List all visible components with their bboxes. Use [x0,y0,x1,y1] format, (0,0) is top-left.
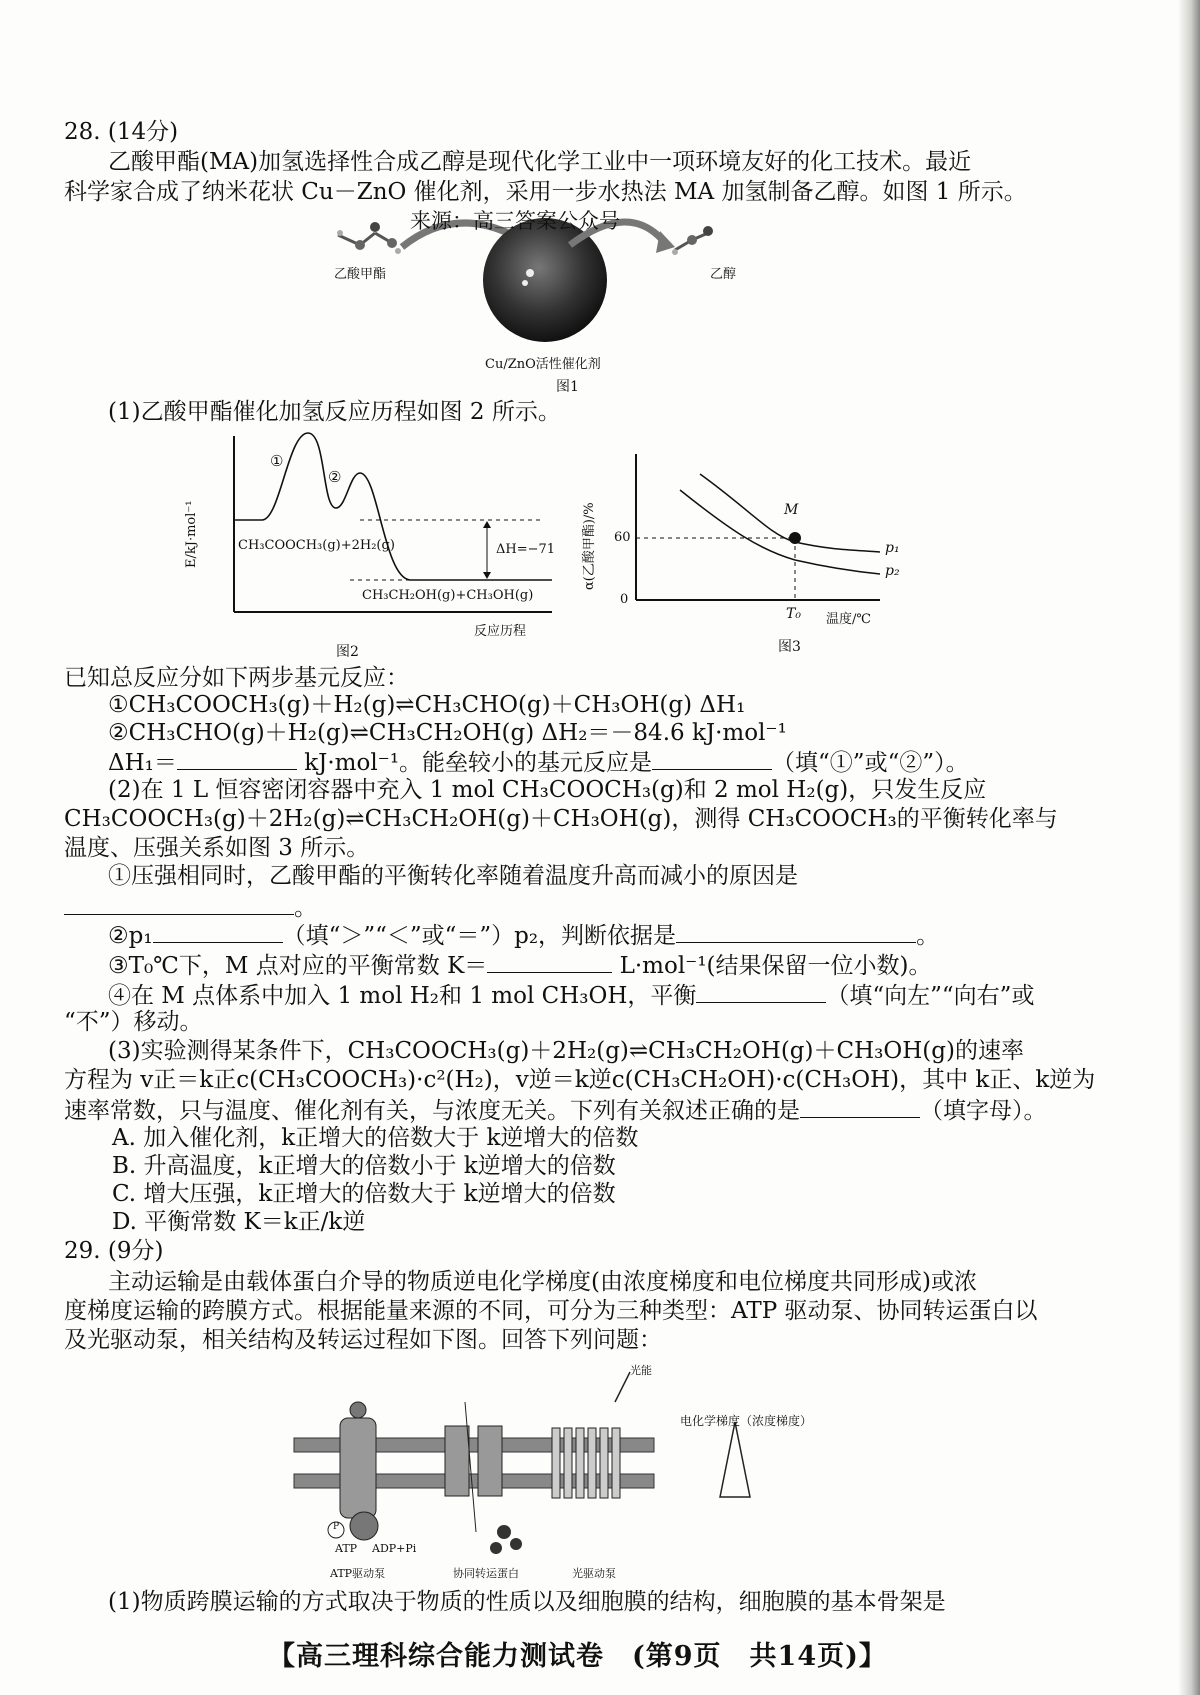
fig3-t0-label: T₀ [786,606,801,622]
lower-barrier-blank[interactable] [652,747,772,770]
reaction-2: ②CH₃CHO(g)＋H₂(g)⇌CH₃CH₂OH(g) ΔH₂＝－84.6 kJ·mol⁻¹ [108,720,787,746]
q28-part3-line3: 速率常数，只与温度、催化剂有关，与浓度无关。下列有关叙述正确的是 （填字母）。 [64,1095,1047,1125]
fig3-point-label: M [784,502,799,518]
dh1-blank[interactable] [177,747,297,770]
q28-intro-line2: 科学家合成了纳米花状 Cu－ZnO 催化剂，采用一步水热法 MA 加氢制备乙醇。如图 1 所示。 [64,179,1027,205]
atp-pump-icon [328,1402,378,1540]
methyl-acetate-molecule-icon [337,222,401,254]
fig2-xlabel: 反应历程 [474,624,527,639]
figure-2-caption: 图2 [336,644,359,660]
methyl-acetate-label: 乙酸甲酯 [334,267,387,282]
sub2-compare-blank[interactable] [153,920,283,943]
gradient-label: 电化学梯度（浓度梯度） [680,1414,813,1428]
option-a: A. 加入催化剂，k正增大的倍数大于 k逆增大的倍数 [112,1125,639,1151]
fig2-dh-label: ΔH=−71 [496,542,556,557]
atp-label: ATP [335,1542,358,1555]
q28-sub4-end: “不”）移动。 [64,1009,203,1035]
fig2-reactants-label: CH₃COOCH₃(g)+2H₂(g) [238,538,395,553]
figure-2 [184,428,560,639]
q29-intro-line2: 度梯度运输的跨膜方式。根据能量来源的不同，可分为三种类型：ATP 驱动泵、协同转运蛋白以 [64,1298,1038,1324]
symporter-label: 协同转运蛋白 [453,1567,519,1580]
q28-part2-line3: 温度、压强关系如图 3 所示。 [64,835,370,861]
q28-sub1-answer-line: 。 [64,892,317,922]
q28-sub4: ④在 M 点体系中加入 1 mol H₂和 1 mol CH₃OH，平衡 （填“向左”“向右”或 [108,980,1034,1010]
fig2-peak2-label: ② [328,468,342,486]
fig2-peak1-label: ① [270,452,284,470]
figure-3-caption: 图3 [778,639,801,655]
option-d: D. 平衡常数 K＝k正/k逆 [112,1209,366,1235]
q29-intro-line1: 主动运输是由载体蛋白介导的物质逆电化学梯度(由浓度梯度和电位梯度共同形成)或浓 [108,1269,977,1295]
q28-part3-line2: 方程为 v正＝k正c(CH₃COOCH₃)·c²(H₂)，v逆＝k逆c(CH₃CH₂OH)·c(CH₃OH)，其中 k正、k逆为 [64,1067,1096,1093]
fig2-products-label: CH₃CH₂OH(g)+CH₃OH(g) [362,588,534,603]
q28-sub1: ①压强相同时，乙酸甲酯的平衡转化率随着温度升高而减小的原因是 [108,863,798,889]
phosphate-label: P [333,1522,340,1532]
page-edge-shadow [1178,0,1200,1695]
q28-header: 28. (14分) [64,119,179,145]
fig3-ytick-60: 60 [614,530,631,545]
light-energy-label: 光能 [630,1364,652,1377]
part3-choice-blank[interactable] [800,1095,920,1118]
sub4-direction-blank[interactable] [696,980,826,1003]
sub1-blank[interactable] [64,892,294,915]
fig3-p2-label: p₂ [885,563,900,579]
catalyst-label: Cu/ZnO活性催化剂 [485,357,601,372]
figure-2-graphic [200,428,560,638]
q28-part2-line1: (2)在 1 L 恒容密闭容器中充入 1 mol CH₃COOCH₃(g)和 2 mol H₂(g)，只发生反应 [108,777,987,803]
q29-part1: (1)物质跨膜运输的方式取决于物质的性质以及细胞膜的结构，细胞膜的基本骨架是 [108,1589,946,1615]
q28-sub3: ③T₀℃下，M 点对应的平衡常数 K＝ L·mol⁻¹(结果保留一位小数)。 [108,950,931,980]
q28-intro-line1: 乙酸甲酯(MA)加氢选择性合成乙醇是现代化学工业中一项环境友好的化工技术。最近 [108,149,972,175]
fig3-ylabel: α(乙酸甲酯)/% [582,502,597,590]
point-M [789,532,801,544]
adp-label: ADP+Pi [372,1542,417,1555]
q29-intro-line3: 及光驱动泵，相关结构及转运过程如下图。回答下列问题： [64,1327,662,1353]
ethanol-molecule-icon [672,226,713,255]
figure-1 [330,205,770,375]
q28-sub2: ②p₁ （填“＞”“＜”或“＝”）p₂，判断依据是 。 [108,920,939,950]
light-pump-icon [552,1372,630,1498]
curve-p2 [680,490,880,574]
fig2-ylabel: E/kJ·mol⁻¹ [184,500,199,568]
atp-pump-label: ATP驱动泵 [330,1567,386,1580]
q28-part2-line2: CH₃COOCH₃(g)＋2H₂(g)⇌CH₃CH₂OH(g)＋CH₃OH(g)，测得 CH₃COOCH₃的平衡转化率与 [64,806,1058,832]
ethanol-label: 乙醇 [710,267,737,282]
sub3-k-blank[interactable] [487,950,612,973]
fig3-p1-label: p₁ [885,540,900,556]
q28-part1: (1)乙酸甲酯催化加氢反应历程如图 2 所示。 [108,399,561,425]
q28-part3-line1: (3)实验测得某条件下，CH₃COOCH₃(g)＋2H₂(g)⇌CH₃CH₂OH(g)＋CH₃OH(g)的速率 [108,1038,1024,1064]
light-pump-label: 光驱动泵 [572,1567,616,1580]
fig3-xlabel: 温度/℃ [826,612,871,627]
reaction-1: ①CH₃COOCH₃(g)＋H₂(g)⇌CH₃CHO(g)＋CH₃OH(g) ΔH₁ [108,692,746,718]
q29-header: 29. (9分) [64,1238,164,1264]
page-footer: 【高三理科综合能力测试卷 (第9页 共14页)】 [268,1641,887,1672]
membrane-transport-figure [290,1362,1010,1582]
option-c: C. 增大压强，k正增大的倍数大于 k逆增大的倍数 [112,1181,616,1207]
q28-dh1-line: ΔH₁＝ kJ·mol⁻¹。能垒较小的基元反应是 （填“①”或“②”）。 [108,747,969,777]
known-reactions-intro: 已知总反应分如下两步基元反应： [64,665,409,691]
fig3-origin: 0 [620,592,629,607]
sub2-reason-blank[interactable] [676,920,916,943]
figure-3 [580,450,900,630]
figure-1-caption: 图1 [556,379,579,395]
option-b: B. 升高温度，k正增大的倍数小于 k逆增大的倍数 [112,1153,616,1179]
gradient-triangle-icon [720,1422,750,1497]
watermark-text: 来源：高三答案公众号 [410,209,620,233]
